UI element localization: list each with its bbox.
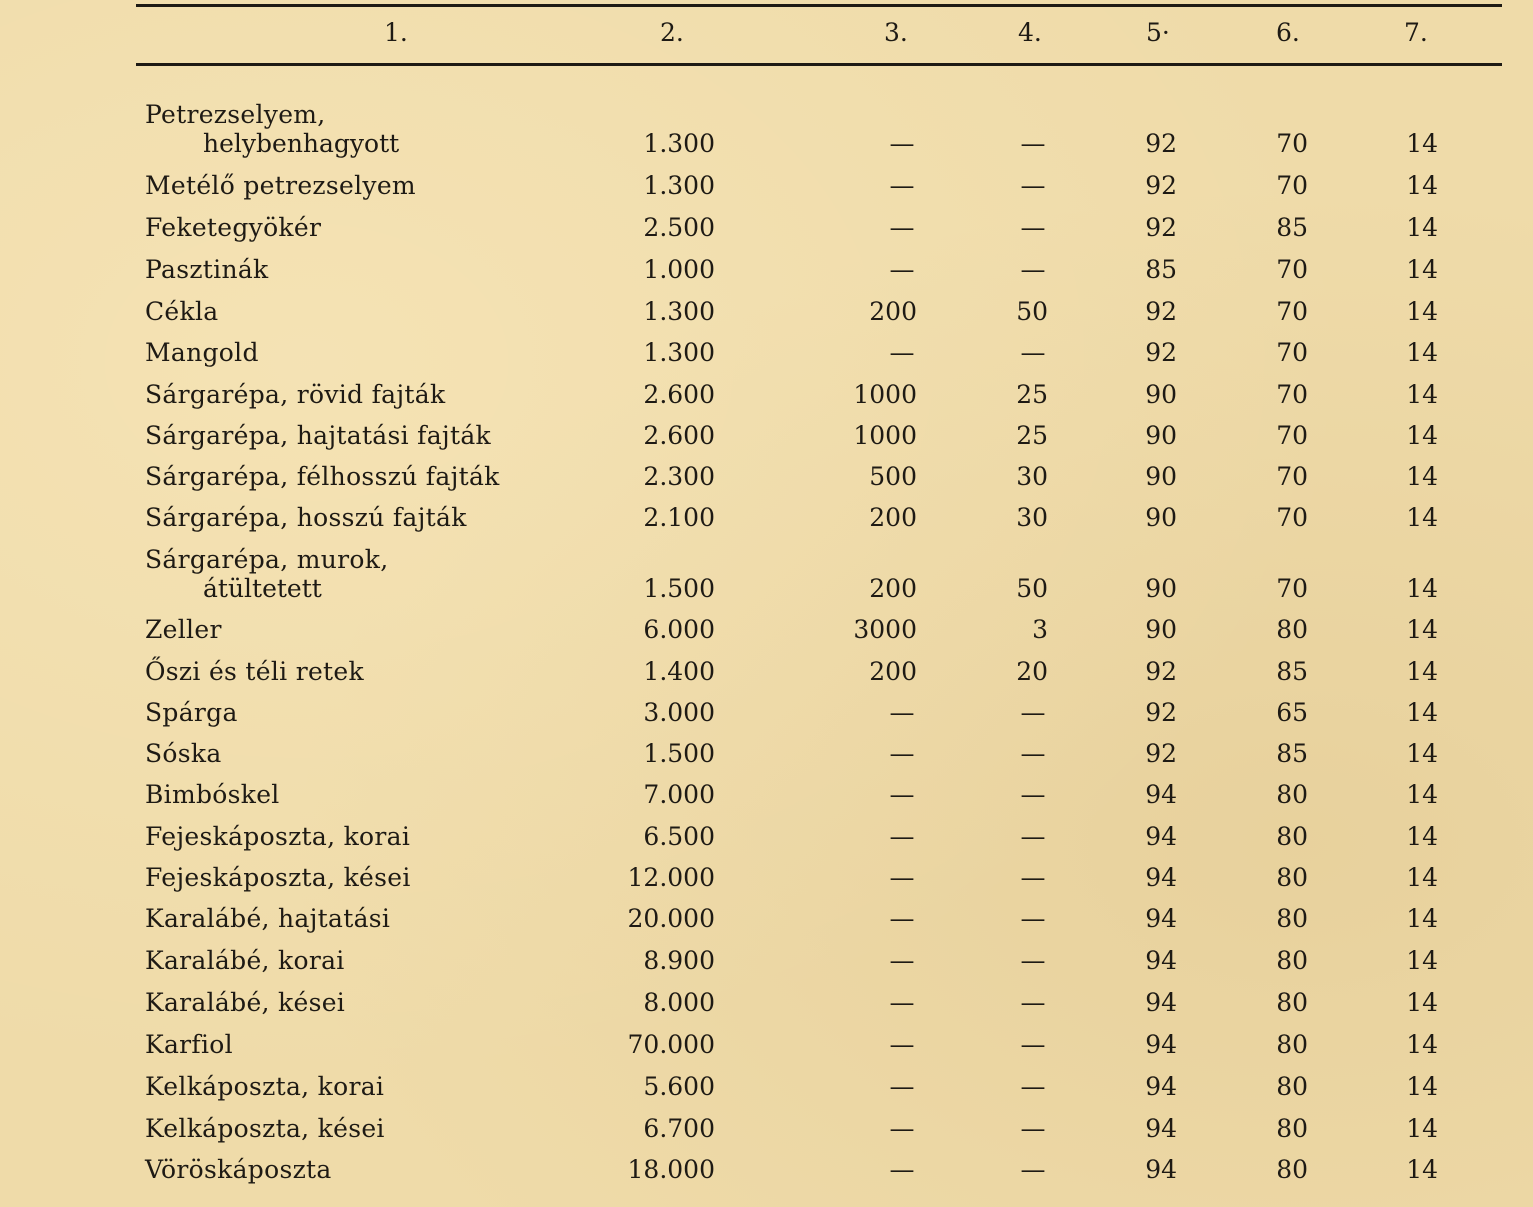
row-name: Feketegyökér [145,213,322,242]
cell-col-2: 20.000 [627,904,715,933]
cell-col-2: 6.500 [643,822,715,851]
cell-col-6: 80 [1276,780,1308,809]
cell-col-4: — [1020,698,1046,727]
cell-col-4: 30 [1016,503,1048,532]
cell-col-6: 80 [1276,1072,1308,1101]
cell-col-5: 94 [1145,822,1177,851]
cell-col-5: 92 [1145,213,1177,242]
cell-col-2: 6.700 [643,1114,715,1143]
row-name: Zeller [145,615,222,644]
cell-col-6: 70 [1276,338,1308,367]
cell-col-3: — [889,338,915,367]
cell-col-6: 70 [1276,129,1308,158]
cell-col-4: — [1020,946,1046,975]
cell-col-7: 14 [1406,1114,1438,1143]
cell-col-6: 70 [1276,255,1308,284]
cell-col-7: 14 [1406,574,1438,603]
header-col-7: 7. [1404,18,1428,47]
row-name: Karalábé, korai [145,946,345,975]
cell-col-3: — [889,946,915,975]
cell-col-7: 14 [1406,213,1438,242]
cell-col-6: 80 [1276,615,1308,644]
cell-col-2: 2.600 [643,380,715,409]
cell-col-4: 3 [1032,615,1048,644]
cell-col-6: 80 [1276,1030,1308,1059]
cell-col-2: 2.100 [643,503,715,532]
row-name: Sárgarépa, rövid fajták [145,380,446,409]
cell-col-2: 8.900 [643,946,715,975]
cell-col-7: 14 [1406,988,1438,1017]
cell-col-7: 14 [1406,946,1438,975]
cell-col-6: 65 [1276,698,1308,727]
row-name: Sárgarépa, hosszú fajták [145,503,467,532]
cell-col-2: 1.000 [643,255,715,284]
cell-col-6: 80 [1276,1114,1308,1143]
cell-col-3: — [889,255,915,284]
cell-col-2: 18.000 [627,1155,715,1184]
cell-col-2: 70.000 [627,1030,715,1059]
cell-col-3: 1000 [853,421,917,450]
cell-col-7: 14 [1406,657,1438,686]
header-rule [136,63,1502,66]
cell-col-3: — [889,822,915,851]
header-col-1: 1. [384,18,408,47]
cell-col-7: 14 [1406,1030,1438,1059]
cell-col-5: 94 [1145,1155,1177,1184]
cell-col-2: 12.000 [627,863,715,892]
row-name: Fejeskáposzta, kései [145,863,411,892]
cell-col-7: 14 [1406,863,1438,892]
cell-col-3: 200 [869,297,917,326]
cell-col-2: 2.600 [643,421,715,450]
cell-col-7: 14 [1406,698,1438,727]
cell-col-4: — [1020,739,1046,768]
row-name: Petrezselyem, [145,100,326,129]
cell-col-6: 70 [1276,462,1308,491]
row-name-continued: átültetett [203,574,322,603]
row-name: Bimbóskel [145,780,280,809]
cell-col-5: 90 [1145,574,1177,603]
cell-col-2: 1.500 [643,739,715,768]
header-col-5: 5· [1146,18,1170,47]
cell-col-3: — [889,171,915,200]
cell-col-4: — [1020,904,1046,933]
cell-col-4: — [1020,822,1046,851]
cell-col-7: 14 [1406,171,1438,200]
cell-col-3: 200 [869,503,917,532]
cell-col-2: 7.000 [643,780,715,809]
cell-col-3: 200 [869,574,917,603]
cell-col-7: 14 [1406,297,1438,326]
cell-col-4: 50 [1016,574,1048,603]
cell-col-3: — [889,1072,915,1101]
cell-col-4: 50 [1016,297,1048,326]
cell-col-4: — [1020,129,1046,158]
cell-col-4: — [1020,780,1046,809]
cell-col-3: 200 [869,657,917,686]
cell-col-2: 1.300 [643,338,715,367]
header-col-4: 4. [1018,18,1042,47]
cell-col-7: 14 [1406,338,1438,367]
cell-col-5: 92 [1145,739,1177,768]
cell-col-3: — [889,698,915,727]
cell-col-7: 14 [1406,1155,1438,1184]
cell-col-4: — [1020,988,1046,1017]
row-name: Cékla [145,297,219,326]
cell-col-7: 14 [1406,255,1438,284]
cell-col-6: 80 [1276,822,1308,851]
cell-col-7: 14 [1406,462,1438,491]
cell-col-5: 94 [1145,1072,1177,1101]
row-name: Sárgarépa, hajtatási fajták [145,421,491,450]
cell-col-5: 92 [1145,698,1177,727]
cell-col-3: — [889,904,915,933]
cell-col-5: 94 [1145,946,1177,975]
cell-col-6: 85 [1276,657,1308,686]
cell-col-4: — [1020,338,1046,367]
cell-col-6: 85 [1276,213,1308,242]
cell-col-6: 70 [1276,171,1308,200]
cell-col-5: 90 [1145,380,1177,409]
cell-col-2: 1.300 [643,129,715,158]
cell-col-5: 92 [1145,338,1177,367]
cell-col-5: 94 [1145,863,1177,892]
cell-col-2: 2.500 [643,213,715,242]
row-name: Pasztinák [145,255,269,284]
header-col-3: 3. [884,18,908,47]
cell-col-2: 1.300 [643,171,715,200]
cell-col-7: 14 [1406,421,1438,450]
cell-col-5: 94 [1145,780,1177,809]
cell-col-6: 80 [1276,904,1308,933]
cell-col-5: 94 [1145,988,1177,1017]
cell-col-7: 14 [1406,503,1438,532]
cell-col-6: 70 [1276,380,1308,409]
cell-col-3: 3000 [853,615,917,644]
cell-col-3: — [889,129,915,158]
cell-col-4: — [1020,1030,1046,1059]
cell-col-4: — [1020,213,1046,242]
cell-col-3: — [889,1030,915,1059]
cell-col-6: 70 [1276,421,1308,450]
cell-col-2: 3.000 [643,698,715,727]
cell-col-5: 85 [1145,255,1177,284]
cell-col-6: 80 [1276,988,1308,1017]
cell-col-6: 70 [1276,574,1308,603]
row-name: Karalábé, hajtatási [145,904,391,933]
cell-col-6: 80 [1276,863,1308,892]
cell-col-4: — [1020,171,1046,200]
cell-col-5: 94 [1145,1030,1177,1059]
cell-col-7: 14 [1406,615,1438,644]
cell-col-5: 90 [1145,421,1177,450]
cell-col-4: — [1020,863,1046,892]
cell-col-4: — [1020,1072,1046,1101]
row-name: Őszi és téli retek [145,657,364,686]
cell-col-3: — [889,739,915,768]
cell-col-5: 92 [1145,171,1177,200]
cell-col-2: 8.000 [643,988,715,1017]
cell-col-2: 6.000 [643,615,715,644]
cell-col-6: 80 [1276,1155,1308,1184]
cell-col-3: — [889,780,915,809]
row-name: Metélő petrezselyem [145,171,416,200]
top-rule [136,4,1502,7]
cell-col-5: 90 [1145,615,1177,644]
cell-col-3: — [889,1155,915,1184]
row-name-continued: helybenhagyott [203,129,400,158]
cell-col-5: 94 [1145,1114,1177,1143]
cell-col-4: — [1020,1155,1046,1184]
row-name: Kelkáposzta, korai [145,1072,385,1101]
cell-col-4: — [1020,255,1046,284]
cell-col-5: 90 [1145,503,1177,532]
cell-col-5: 94 [1145,904,1177,933]
header-col-6: 6. [1276,18,1300,47]
cell-col-3: — [889,988,915,1017]
cell-col-4: — [1020,1114,1046,1143]
cell-col-3: — [889,863,915,892]
row-name: Fejeskáposzta, korai [145,822,411,851]
cell-col-6: 70 [1276,503,1308,532]
row-name: Karalábé, kései [145,988,346,1017]
cell-col-6: 80 [1276,946,1308,975]
header-col-2: 2. [660,18,684,47]
cell-col-3: — [889,1114,915,1143]
cell-col-7: 14 [1406,380,1438,409]
cell-col-7: 14 [1406,129,1438,158]
row-name: Sárgarépa, félhosszú fajták [145,462,500,491]
cell-col-2: 1.300 [643,297,715,326]
cell-col-5: 92 [1145,129,1177,158]
cell-col-4: 30 [1016,462,1048,491]
cell-col-5: 92 [1145,297,1177,326]
cell-col-4: 25 [1016,421,1048,450]
cell-col-7: 14 [1406,780,1438,809]
row-name: Vöröskáposzta [145,1155,332,1184]
row-name: Sóska [145,739,222,768]
cell-col-4: 20 [1016,657,1048,686]
row-name: Sárgarépa, murok, [145,545,389,574]
cell-col-3: 500 [869,462,917,491]
cell-col-5: 90 [1145,462,1177,491]
cell-col-7: 14 [1406,822,1438,851]
cell-col-2: 1.400 [643,657,715,686]
cell-col-4: 25 [1016,380,1048,409]
cell-col-3: — [889,213,915,242]
cell-col-2: 1.500 [643,574,715,603]
cell-col-7: 14 [1406,739,1438,768]
cell-col-2: 2.300 [643,462,715,491]
row-name: Karfiol [145,1030,233,1059]
cell-col-6: 70 [1276,297,1308,326]
row-name: Mangold [145,338,259,367]
row-name: Spárga [145,698,238,727]
cell-col-7: 14 [1406,904,1438,933]
cell-col-5: 92 [1145,657,1177,686]
cell-col-3: 1000 [853,380,917,409]
row-name: Kelkáposzta, kései [145,1114,385,1143]
cell-col-7: 14 [1406,1072,1438,1101]
cell-col-6: 85 [1276,739,1308,768]
cell-col-2: 5.600 [643,1072,715,1101]
